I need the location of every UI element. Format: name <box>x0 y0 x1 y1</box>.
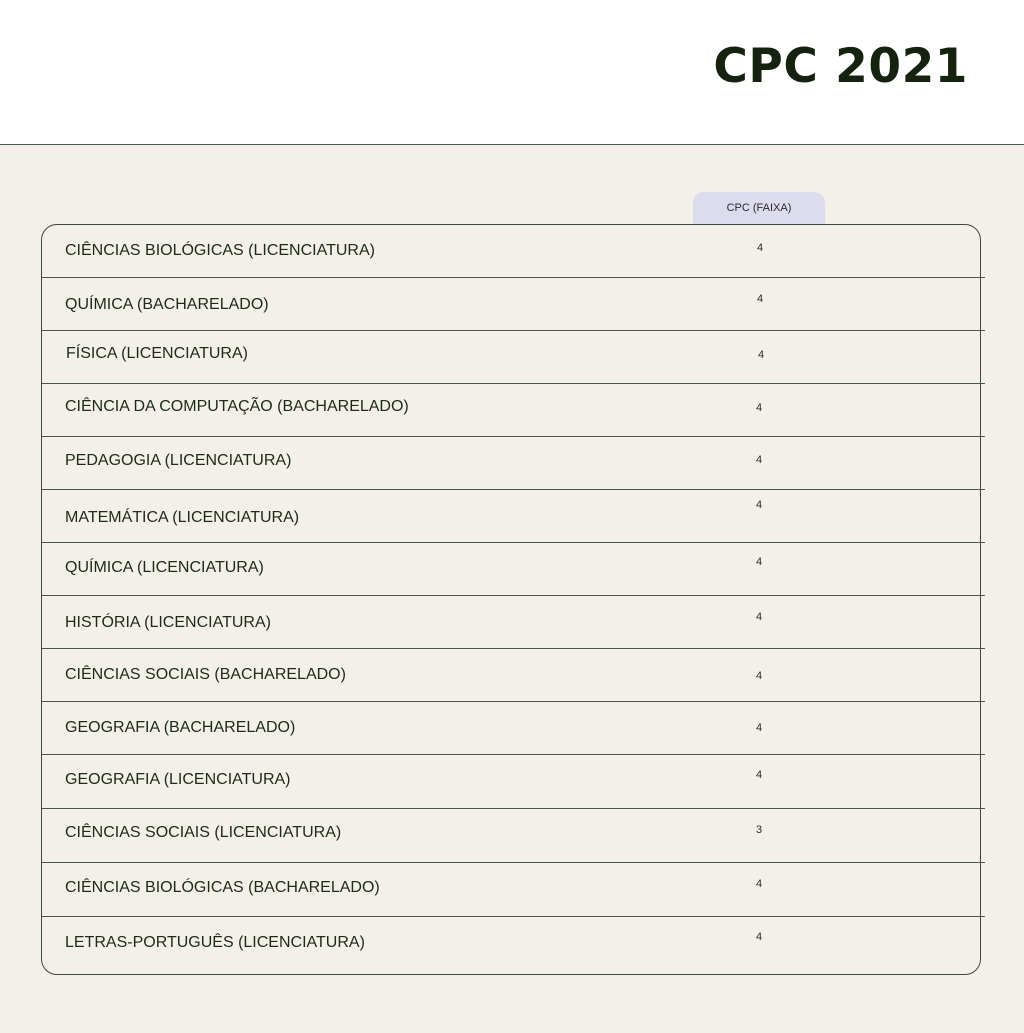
course-name: PEDAGOGIA (LICENCIATURA) <box>65 452 292 469</box>
course-name: GEOGRAFIA (BACHARELADO) <box>65 719 296 736</box>
table-row <box>42 543 985 596</box>
cpc-value: 4 <box>756 499 763 511</box>
course-name: LETRAS-PORTUGUÊS (LICENCIATURA) <box>65 934 365 951</box>
table-row <box>42 331 985 384</box>
course-name: CIÊNCIAS SOCIAIS (BACHARELADO) <box>65 666 346 683</box>
course-name: MATEMÁTICA (LICENCIATURA) <box>65 509 300 526</box>
cpc-value: 4 <box>756 611 763 623</box>
header-bar <box>0 0 1024 145</box>
cpc-table <box>41 224 981 975</box>
cpc-value: 4 <box>756 878 763 890</box>
table-row <box>42 437 985 490</box>
course-name: GEOGRAFIA (LICENCIATURA) <box>65 771 291 788</box>
cpc-value: 3 <box>756 824 763 836</box>
cpc-value: 4 <box>756 556 763 568</box>
table-row <box>42 596 985 649</box>
course-name: CIÊNCIA DA COMPUTAÇÃO (BACHARELADO) <box>65 398 409 415</box>
table-row <box>42 809 985 863</box>
table-row <box>42 490 985 543</box>
table-row <box>42 863 985 917</box>
cpc-value: 4 <box>756 769 763 781</box>
course-name: FÍSICA (LICENCIATURA) <box>66 345 248 362</box>
table-row <box>42 755 985 809</box>
cpc-value: 4 <box>756 402 763 414</box>
page-title: CPC 2021 <box>713 39 968 94</box>
table-row <box>42 702 985 755</box>
cpc-value: 4 <box>756 454 763 466</box>
course-name: CIÊNCIAS SOCIAIS (LICENCIATURA) <box>65 824 342 841</box>
cpc-value: 4 <box>756 670 763 682</box>
table-row <box>42 384 985 437</box>
cpc-value: 4 <box>758 349 765 361</box>
course-name: HISTÓRIA (LICENCIATURA) <box>65 614 271 631</box>
cpc-value: 4 <box>756 931 763 943</box>
column-header-cpc: CPC (FAIXA) <box>693 192 825 225</box>
course-name: CIÊNCIAS BIOLÓGICAS (BACHARELADO) <box>65 879 380 896</box>
table-row <box>42 278 985 331</box>
course-name: QUÍMICA (LICENCIATURA) <box>65 559 264 576</box>
cpc-value: 4 <box>756 722 763 734</box>
table-row <box>42 917 980 974</box>
course-name: CIÊNCIAS BIOLÓGICAS (LICENCIATURA) <box>65 242 375 259</box>
table-row <box>42 649 985 702</box>
course-name: QUÍMICA (BACHARELADO) <box>65 296 269 313</box>
table-row <box>42 225 985 278</box>
cpc-value: 4 <box>757 293 764 305</box>
cpc-value: 4 <box>757 242 764 254</box>
